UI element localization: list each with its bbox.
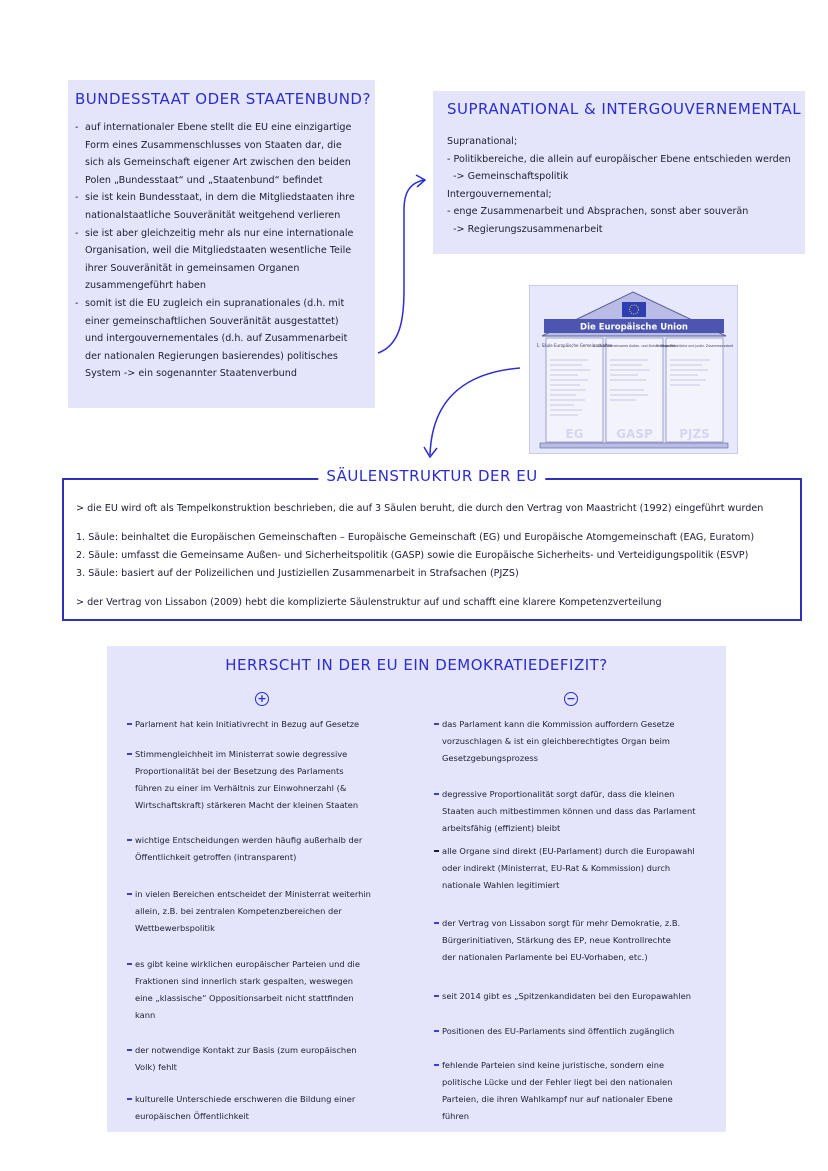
pro-item-line: Proportionalität bei der Besetzung des Parlaments xyxy=(135,766,344,776)
pro-item-line: eine „klassische“ Oppositionsarbeit nicht stattfinden xyxy=(135,993,354,1003)
eu-temple-diagram xyxy=(529,285,738,454)
box4-title: HERRSCHT IN DER EU EIN DEMOKRATIEDEFIZIT? xyxy=(225,656,608,674)
box1-bullet-line: - sie ist aber gleichzeitig mehr als nur eine internationale xyxy=(85,227,354,239)
box1-bullet-line: Polen „Bundesstaat“ und „Staatenbund“ befindet xyxy=(85,174,323,186)
contra-item-line: der nationalen Parlamente bei EU-Vorhaben, etc.) xyxy=(442,952,648,962)
pillar-1-header: 1. Säule Europäische Gemeinschaften xyxy=(536,343,613,348)
box1-bullet-line: - sie ist kein Bundesstaat, in dem die Mitgliedstaaten ihre xyxy=(85,192,355,204)
box1-bullet-line: nationalstaatliche Souveränität weitgehend verlieren xyxy=(85,209,341,221)
box1-bullet-line: sich als Gemeinschaft eigener Art zwischen den beiden xyxy=(85,157,351,169)
pro-item xyxy=(127,746,412,814)
box1-bullet-line: einer gemeinschaftlichen Souveränität ausgestattet) xyxy=(85,315,339,327)
contra-item-line: fehlende Parteien sind keine juristische, sondern eine xyxy=(442,1060,665,1070)
box1-bullet-line: ihrer Souveränität in gemeinsamen Organen xyxy=(85,262,300,274)
contra-item-line: Bürgerinitiativen, Stärkung des EP, neue Kontrollrechte xyxy=(442,935,671,945)
pro-item-line: in vielen Bereichen entscheidet der Ministerrat weiterhin xyxy=(135,889,371,899)
box1-bullet-line: der nationalen Regierungen basierendes) politisches xyxy=(85,350,338,362)
box1-bullet-line: - somit ist die EU zugleich ein supranationales (d.h. mit xyxy=(85,297,345,309)
pro-item xyxy=(127,1042,412,1076)
contra-item-line: Staaten auch mitbestimmen können und dass das Parlament xyxy=(442,806,696,816)
pillar-line-2: 2. Säule: umfasst die Gemeinsame Außen- und Sicherheitspolitik (GASP) sowie die Europäische Sicherheits- und Verteidigungspolitik (ESVP) xyxy=(76,550,749,561)
arrow-diagram-to-box3 xyxy=(430,368,520,455)
pillar-line-1: 1. Säule: beinhaltet die Europäischen Gemeinschaften – Europäische Gemeinschaft (EG) und Europäische Atomgemeinschaft (EAG, Euratom) xyxy=(76,532,755,543)
contra-item xyxy=(434,915,714,966)
box3-outro: > der Vertrag von Lissabon (2009) hebt die komplizierte Säulenstruktur auf und schafft eine klarere Kompetenzverteilung xyxy=(76,597,662,608)
box2-title: SUPRANATIONAL & INTERGOUVERNEMENTAL xyxy=(447,100,802,118)
pillar-1-base: EG xyxy=(565,427,584,441)
pillar-line-3: 3. Säule: basiert auf der Polizeilichen und Justiziellen Zusammenarbeit in Strafsachen (PJZS) xyxy=(76,568,519,579)
box1-bullet-line: Organisation, weil die Mitgliedstaaten wesentliche Teile xyxy=(85,245,352,257)
contra-item-line: arbeitsfähig (effizient) bleibt xyxy=(442,823,561,833)
contra-item xyxy=(434,1023,714,1040)
pro-item-line: europäischen Öffentlichkeit xyxy=(135,1111,249,1121)
roof-title: Die Europäische Union xyxy=(580,322,688,333)
box2-line: - Politikbereiche, die allein auf europäischer Ebene entschieden werden xyxy=(447,153,791,165)
pro-item-line: führen zu einer im Verhältnis zur Einwohnerzahl (& xyxy=(135,783,347,793)
eu-flag-icon xyxy=(622,302,646,317)
contra-item xyxy=(434,1057,714,1125)
pro-item xyxy=(127,956,412,1024)
arrow-box1-to-box2 xyxy=(378,180,424,353)
contra-item-line: der Vertrag von Lissabon sorgt für mehr Demokratie, z.B. xyxy=(442,918,681,928)
box1-bullet-line: zusammengeführt haben xyxy=(85,280,206,292)
plus-icon: + xyxy=(255,692,269,706)
contra-item-line: das Parlament kann die Kommission auffordern Gesetze xyxy=(442,719,675,729)
pro-item-line: Parlament hat kein Initiativrecht in Bezug auf Gesetze xyxy=(135,719,360,729)
contra-item xyxy=(434,716,714,767)
contra-item-line: vorzuschlagen & ist ein gleichberechtigtes Organ beim xyxy=(442,736,671,746)
box2-line: - enge Zusammenarbeit und Absprachen, sonst aber souverän xyxy=(447,206,749,218)
pro-item-line: wichtige Entscheidungen werden häufig außerhalb der xyxy=(135,835,363,845)
pro-item-line: Volk) fehlt xyxy=(135,1062,177,1072)
contra-item-line: seit 2014 gibt es „Spitzenkandidaten bei den Europawahlen xyxy=(442,991,691,1001)
pro-item-line: Stimmengleichheit im Ministerrat sowie degressive xyxy=(135,749,348,759)
pro-item-line: kann xyxy=(135,1010,156,1020)
pro-item-line: kulturelle Unterschiede erschweren die Bildung einer xyxy=(135,1094,356,1104)
pillar-3-header: 3. Säule Polizeiliche und justiz. Zusammenarbeit xyxy=(655,344,734,348)
box2-line: Intergouvernemental; xyxy=(447,188,552,200)
contra-item xyxy=(434,786,714,837)
box1-bullet-line: Form eines Zusammenschlusses von Staaten dar, die xyxy=(85,139,342,151)
pro-item-line: es gibt keine wirklichen europäischer Parteien und die xyxy=(135,959,360,969)
contra-item-line: Gesetzgebungsprozess xyxy=(442,753,538,763)
pillar-2-header: 2. Säule Gemeinsame Außen- und Sicherheitspolitik xyxy=(593,344,676,348)
box1-bullet-line: und intergouvernementales (d.h. auf Zusammenarbeit xyxy=(85,333,348,345)
pro-item-line: Wettbewerbspolitik xyxy=(135,923,215,933)
box3-title: SÄULENSTRUKTUR DER EU xyxy=(318,467,545,485)
box1-title: BUNDESSTAAT ODER STAATENBUND? xyxy=(75,90,371,108)
minus-icon: − xyxy=(564,692,578,706)
contra-item-line: nationale Wahlen legitimiert xyxy=(442,880,560,890)
contra-item xyxy=(434,843,714,894)
pillar-2-base: GASP xyxy=(616,427,653,441)
contra-item xyxy=(434,988,714,1005)
box2-line: -> Gemeinschaftspolitik xyxy=(447,171,569,183)
pro-item-line: Wirtschaftskraft) stärkeren Macht der kleinen Staaten xyxy=(135,800,359,810)
pro-item-line: Fraktionen sind innerlich stark gespalten, weswegen xyxy=(135,976,354,986)
temple-base xyxy=(540,443,728,448)
contra-item-line: Parteien, die ihren Wahlkampf nur auf nationaler Ebene xyxy=(442,1094,673,1104)
contra-item-line: alle Organe sind direkt (EU-Parlament) durch die Europawahl xyxy=(442,846,695,856)
box1-bullet-line: System -> ein sogenannter Staatenverbund xyxy=(85,368,297,380)
contra-item-line: politische Lücke und der Fehler liegt bei den nationalen xyxy=(442,1077,673,1087)
pro-item xyxy=(127,832,412,866)
temple-illustration xyxy=(530,286,737,453)
box2-line: -> Regierungszusammenarbeit xyxy=(447,223,603,235)
contra-item-line: oder indirekt (Ministerrat, EU-Rat & Kommission) durch xyxy=(442,863,671,873)
pro-item-line: Öffentlichkeit getroffen (intransparent) xyxy=(135,852,297,862)
pro-item-line: allein, z.B. bei zentralen Kompetenzbereichen der xyxy=(135,906,342,916)
box3-intro: > die EU wird oft als Tempelkonstruktion beschrieben, die auf 3 Säulen beruht, die durch den Vertrag von Maastricht (1992) eingeführt wurden xyxy=(76,503,764,514)
box-saeulenstruktur xyxy=(62,467,802,621)
contra-item-line: führen xyxy=(442,1111,470,1121)
box-demokratiedefizit xyxy=(107,646,726,1132)
pro-item-line: der notwendige Kontakt zur Basis (zum europäischen xyxy=(135,1045,357,1055)
contra-item-line: Positionen des EU-Parlaments sind öffentlich zugänglich xyxy=(442,1026,675,1036)
pro-item xyxy=(127,886,412,937)
pillar-3-base: PJZS xyxy=(679,427,710,441)
contra-item-line: degressive Proportionalität sorgt dafür, dass die kleinen xyxy=(442,789,675,799)
box1-bullet-line: - auf internationaler Ebene stellt die EU eine einzigartige xyxy=(85,122,352,133)
box2-line: Supranational; xyxy=(447,136,518,147)
pro-item xyxy=(127,716,412,733)
pro-item xyxy=(127,1091,412,1125)
